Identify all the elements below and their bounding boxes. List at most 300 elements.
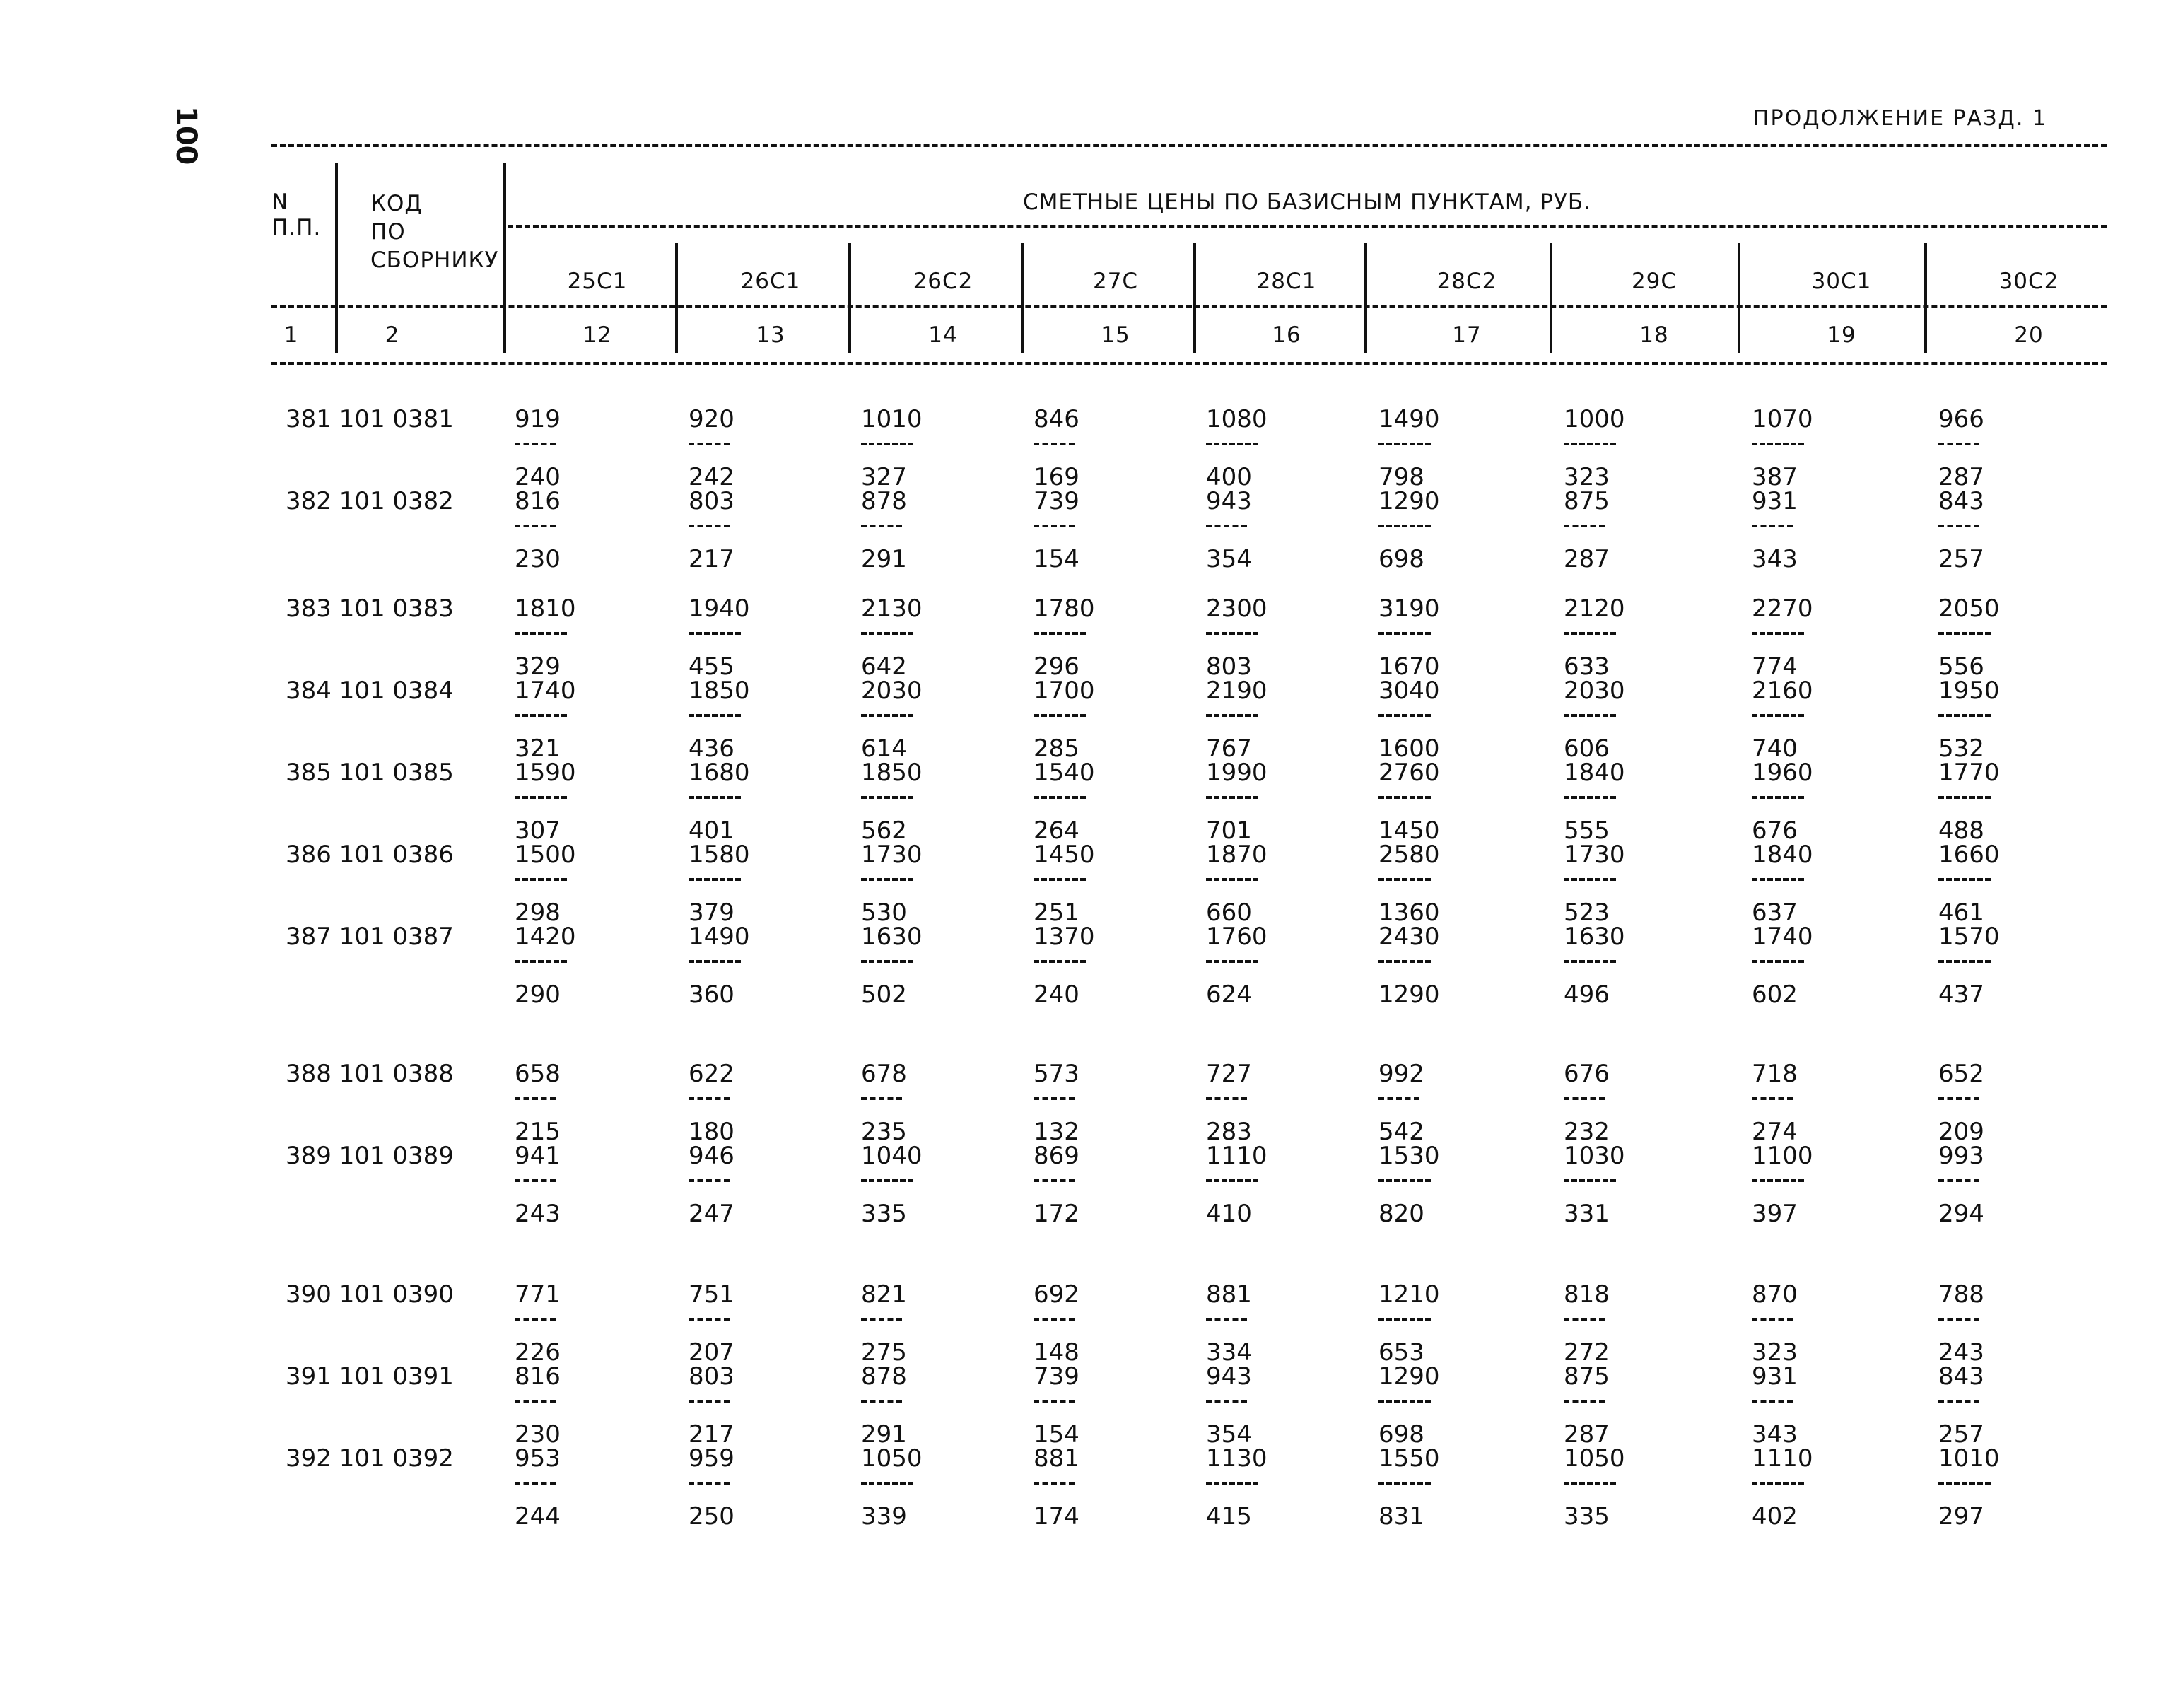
header-top-rule [271, 144, 2107, 147]
price-cell [1752, 406, 1813, 491]
price-denominator: 400 [1206, 463, 1252, 491]
fraction-line [689, 1400, 730, 1414]
price-cell [515, 841, 576, 926]
price-numerator: 1010 [861, 405, 923, 433]
price-cell [861, 841, 923, 926]
column-header: 26С2 [913, 269, 973, 294]
price-cell [515, 1281, 561, 1366]
fraction-line [1564, 632, 1616, 646]
price-numerator: 878 [861, 487, 907, 515]
price-numerator: 993 [1938, 1142, 1984, 1170]
fraction-line [1938, 878, 1991, 892]
header-divider [1738, 243, 1740, 353]
price-denominator: 602 [1752, 981, 1798, 1009]
price-numerator: 1950 [1938, 677, 2000, 705]
price-numerator: 1810 [515, 595, 576, 623]
price-cell [861, 595, 923, 680]
header-divider [1193, 243, 1196, 353]
price-denominator: 291 [861, 1420, 907, 1449]
price-cell [1206, 759, 1268, 844]
fraction-line [689, 878, 741, 892]
fraction-line [1938, 1318, 1979, 1332]
price-numerator: 1050 [1564, 1444, 1625, 1473]
fraction-line [1564, 714, 1616, 728]
fraction-line [515, 1482, 556, 1496]
price-denominator: 354 [1206, 545, 1252, 573]
row-label: 389 101 0389 [286, 1142, 454, 1170]
group-rule [508, 225, 2107, 228]
price-numerator: 1490 [689, 923, 750, 951]
price-denominator: 257 [1938, 1420, 1984, 1449]
fraction-line [515, 632, 567, 646]
fraction-line [1752, 714, 1804, 728]
price-numerator: 1740 [1752, 923, 1813, 951]
price-denominator: 327 [861, 463, 907, 491]
price-cell [1034, 406, 1079, 491]
price-numerator: 941 [515, 1142, 561, 1170]
fraction-line [1752, 1097, 1793, 1111]
price-cell [1206, 677, 1268, 762]
price-numerator: 1630 [1564, 923, 1625, 951]
column-number: 19 [1827, 322, 1856, 348]
fraction-line [515, 796, 567, 810]
price-cell [1206, 1363, 1252, 1448]
fraction-line [1564, 796, 1616, 810]
price-denominator: 250 [689, 1502, 734, 1531]
price-cell [1752, 1445, 1813, 1530]
price-numerator: 1040 [861, 1142, 923, 1170]
price-cell [1752, 759, 1813, 844]
price-denominator: 323 [1752, 1338, 1798, 1367]
fraction-line [1938, 632, 1991, 646]
fraction-line [1034, 1179, 1075, 1193]
price-numerator: 1680 [689, 759, 750, 787]
price-cell [861, 759, 923, 844]
price-numerator: 771 [515, 1280, 561, 1309]
fraction-line [1378, 632, 1431, 646]
price-cell [1938, 677, 2000, 762]
price-denominator: 637 [1752, 899, 1798, 927]
price-numerator: 2430 [1378, 923, 1440, 951]
continuation-label: ПРОДОЛЖЕНИЕ РАЗД. 1 [1752, 106, 2047, 131]
price-numerator: 1570 [1938, 923, 2000, 951]
fraction-line [1378, 960, 1431, 974]
fraction-line [1206, 443, 1258, 457]
price-cell [1206, 1445, 1268, 1530]
price-numerator: 1940 [689, 595, 750, 623]
fraction-line [1206, 796, 1258, 810]
price-denominator: 437 [1938, 981, 1984, 1009]
price-denominator: 294 [1938, 1200, 1984, 1228]
fraction-line [1034, 796, 1086, 810]
price-cell [1378, 677, 1440, 762]
fraction-line [689, 1097, 730, 1111]
fraction-line [1034, 714, 1086, 728]
header-divider [848, 243, 851, 353]
price-cell [689, 1060, 734, 1145]
price-denominator: 283 [1206, 1118, 1252, 1146]
price-denominator: 217 [689, 1420, 734, 1449]
fraction-line [1206, 1400, 1247, 1414]
column-number: 16 [1272, 322, 1301, 348]
price-cell [515, 677, 576, 762]
price-numerator: 1550 [1378, 1444, 1440, 1473]
price-denominator: 488 [1938, 817, 1984, 845]
price-numerator: 678 [861, 1060, 907, 1088]
price-denominator: 410 [1206, 1200, 1252, 1228]
price-denominator: 1290 [1378, 981, 1440, 1009]
fraction-line [1564, 443, 1616, 457]
fraction-line [1564, 1482, 1616, 1496]
price-numerator: 920 [689, 405, 734, 433]
price-cell [1938, 1281, 1984, 1366]
header-bottom-rule [271, 362, 2107, 365]
fraction-line [861, 878, 913, 892]
price-denominator: 243 [1938, 1338, 1984, 1367]
price-numerator: 881 [1206, 1280, 1252, 1309]
price-denominator: 215 [515, 1118, 561, 1146]
price-cell [1206, 1060, 1252, 1145]
price-cell [1206, 841, 1268, 926]
price-numerator: 2030 [1564, 677, 1625, 705]
price-cell [1938, 1363, 1984, 1448]
price-cell [1034, 1142, 1079, 1227]
fraction-line [861, 714, 913, 728]
price-denominator: 226 [515, 1338, 561, 1367]
price-numerator: 2120 [1564, 595, 1625, 623]
price-cell [1206, 1281, 1252, 1366]
price-cell [1564, 1363, 1610, 1448]
row-label: 382 101 0382 [286, 487, 454, 515]
price-denominator: 287 [1564, 545, 1610, 573]
price-numerator: 1290 [1378, 487, 1440, 515]
column-header: 26С1 [740, 269, 801, 294]
price-denominator: 379 [689, 899, 734, 927]
price-numerator: 1840 [1564, 759, 1625, 787]
price-cell [1378, 406, 1440, 491]
price-numerator: 1450 [1034, 841, 1095, 869]
fraction-line [1206, 960, 1258, 974]
fraction-line [689, 796, 741, 810]
price-denominator: 701 [1206, 817, 1252, 845]
price-denominator: 264 [1034, 817, 1079, 845]
column-number: 14 [928, 322, 958, 348]
price-numerator: 1290 [1378, 1362, 1440, 1391]
price-cell [1206, 488, 1252, 573]
price-denominator: 803 [1206, 653, 1252, 681]
header-divider [675, 243, 678, 353]
fraction-line [1034, 525, 1075, 539]
fraction-line [689, 1318, 730, 1332]
price-denominator: 298 [515, 899, 561, 927]
fraction-line [689, 525, 730, 539]
price-cell [1034, 677, 1095, 762]
fraction-line [1752, 796, 1804, 810]
price-numerator: 2160 [1752, 677, 1813, 705]
price-numerator: 1740 [515, 677, 576, 705]
fraction-line [861, 1482, 913, 1496]
price-cell [1034, 759, 1095, 844]
fraction-line [1206, 1179, 1258, 1193]
price-numerator: 816 [515, 1362, 561, 1391]
fraction-line [1752, 525, 1793, 539]
fraction-line [689, 632, 741, 646]
price-cell [1378, 841, 1440, 926]
price-numerator: 1780 [1034, 595, 1095, 623]
fraction-line [1378, 796, 1431, 810]
price-denominator: 496 [1564, 981, 1610, 1009]
price-numerator: 652 [1938, 1060, 1984, 1088]
price-numerator: 875 [1564, 1362, 1610, 1391]
price-cell [1034, 1445, 1079, 1530]
header-divider [335, 163, 338, 353]
header-divider [1021, 243, 1024, 353]
price-cell [689, 595, 750, 680]
price-cell [1034, 488, 1079, 573]
price-numerator: 1210 [1378, 1280, 1440, 1309]
fraction-line [1034, 1482, 1075, 1496]
price-cell [1938, 488, 1984, 573]
price-cell [1378, 1281, 1440, 1366]
price-numerator: 1070 [1752, 405, 1813, 433]
fraction-line [515, 525, 556, 539]
fraction-line [1938, 796, 1991, 810]
price-numerator: 1660 [1938, 841, 2000, 869]
price-denominator: 698 [1378, 545, 1424, 573]
fraction-line [861, 796, 913, 810]
price-denominator: 335 [861, 1200, 907, 1228]
fraction-line [1938, 1097, 1979, 1111]
price-cell [689, 1142, 734, 1227]
column-number: 18 [1639, 322, 1669, 348]
price-numerator: 1050 [861, 1444, 923, 1473]
price-cell [1378, 595, 1440, 680]
fraction-line [515, 1097, 556, 1111]
fraction-line [1378, 525, 1431, 539]
fraction-line [1378, 1482, 1431, 1496]
price-numerator: 1490 [1378, 405, 1440, 433]
price-cell [1564, 759, 1625, 844]
fraction-line [1564, 1400, 1605, 1414]
column-header: 30С1 [1811, 269, 1872, 294]
price-numerator: 739 [1034, 1362, 1079, 1391]
price-denominator: 1600 [1378, 735, 1440, 763]
price-numerator: 1730 [861, 841, 923, 869]
price-cell [689, 677, 750, 762]
price-denominator: 606 [1564, 735, 1610, 763]
price-numerator: 878 [861, 1362, 907, 1391]
price-numerator: 676 [1564, 1060, 1610, 1088]
price-cell [1752, 1060, 1798, 1145]
price-cell [1378, 923, 1440, 1008]
price-cell [689, 488, 734, 573]
price-cell [1752, 1142, 1813, 1227]
fraction-line [861, 1400, 902, 1414]
price-cell [1034, 1363, 1079, 1448]
price-cell [1378, 1060, 1424, 1145]
price-cell [1206, 595, 1268, 680]
price-numerator: 1770 [1938, 759, 2000, 787]
header-col-code-line3: СБОРНИКУ [370, 247, 499, 273]
price-denominator: 354 [1206, 1420, 1252, 1449]
fraction-line [1752, 960, 1804, 974]
price-denominator: 343 [1752, 1420, 1798, 1449]
column-number: 12 [583, 322, 612, 348]
price-numerator: 1990 [1206, 759, 1268, 787]
price-denominator: 1360 [1378, 899, 1440, 927]
price-denominator: 335 [1564, 1502, 1610, 1531]
fraction-line [515, 878, 567, 892]
row-label: 387 101 0387 [286, 923, 454, 951]
price-denominator: 274 [1752, 1118, 1798, 1146]
price-cell [1564, 595, 1625, 680]
price-cell [1206, 1142, 1268, 1227]
fraction-line [1034, 960, 1086, 974]
price-cell [1564, 923, 1625, 1008]
price-numerator: 1100 [1752, 1142, 1813, 1170]
price-numerator: 739 [1034, 487, 1079, 515]
price-cell [1938, 923, 2000, 1008]
price-cell [1938, 1445, 2000, 1530]
price-numerator: 943 [1206, 487, 1252, 515]
price-denominator: 339 [861, 1502, 907, 1531]
fraction-line [1752, 1318, 1793, 1332]
price-denominator: 530 [861, 899, 907, 927]
price-cell [689, 406, 734, 491]
price-denominator: 291 [861, 545, 907, 573]
fraction-line [1564, 1179, 1616, 1193]
price-denominator: 174 [1034, 1502, 1079, 1531]
fraction-line [515, 960, 567, 974]
price-denominator: 247 [689, 1200, 734, 1228]
fraction-line [1206, 878, 1258, 892]
price-denominator: 402 [1752, 1502, 1798, 1531]
fraction-line [1938, 1179, 1979, 1193]
price-cell [1564, 488, 1610, 573]
price-denominator: 767 [1206, 735, 1252, 763]
price-numerator: 622 [689, 1060, 734, 1088]
price-numerator: 2760 [1378, 759, 1440, 787]
price-numerator: 818 [1564, 1280, 1610, 1309]
fraction-line [689, 714, 741, 728]
price-denominator: 415 [1206, 1502, 1252, 1531]
price-cell [1564, 1445, 1625, 1530]
price-numerator: 1700 [1034, 677, 1095, 705]
header-divider [1924, 243, 1927, 353]
fraction-line [1378, 1097, 1419, 1111]
header-divider [1550, 243, 1552, 353]
price-cell [1564, 1060, 1610, 1145]
header-col-number-line1: N [271, 189, 289, 215]
price-numerator: 1870 [1206, 841, 1268, 869]
price-numerator: 1840 [1752, 841, 1813, 869]
price-numerator: 875 [1564, 487, 1610, 515]
price-numerator: 718 [1752, 1060, 1798, 1088]
fraction-line [1938, 443, 1979, 457]
price-numerator: 1850 [689, 677, 750, 705]
price-denominator: 556 [1938, 653, 1984, 681]
fraction-line [1752, 443, 1804, 457]
price-cell [515, 923, 576, 1008]
fraction-line [1564, 1318, 1605, 1332]
price-cell [515, 1445, 561, 1530]
price-denominator: 676 [1752, 817, 1798, 845]
fraction-line [1206, 632, 1258, 646]
price-denominator: 660 [1206, 899, 1252, 927]
price-numerator: 1370 [1034, 923, 1095, 951]
price-numerator: 2050 [1938, 595, 2000, 623]
price-denominator: 240 [1034, 981, 1079, 1009]
price-cell [1938, 595, 2000, 680]
fraction-line [1378, 1400, 1431, 1414]
price-cell [515, 595, 576, 680]
price-numerator: 1850 [861, 759, 923, 787]
fraction-line [1034, 1400, 1075, 1414]
fraction-line [1206, 1318, 1247, 1332]
price-cell [1378, 488, 1440, 573]
column-number: 20 [2014, 322, 2044, 348]
header-col-code-line2: ПО [370, 219, 406, 245]
price-denominator: 387 [1752, 463, 1798, 491]
price-cell [1564, 677, 1625, 762]
price-numerator: 1580 [689, 841, 750, 869]
column-header: 28С2 [1436, 269, 1497, 294]
price-numerator: 1030 [1564, 1142, 1625, 1170]
price-cell [515, 1363, 561, 1448]
price-numerator: 946 [689, 1142, 734, 1170]
price-numerator: 821 [861, 1280, 907, 1309]
price-numerator: 1760 [1206, 923, 1268, 951]
price-numerator: 658 [515, 1060, 561, 1088]
price-cell [1938, 841, 2000, 926]
price-cell [515, 1060, 561, 1145]
price-numerator: 1110 [1752, 1444, 1813, 1473]
price-numerator: 573 [1034, 1060, 1079, 1088]
price-denominator: 1670 [1378, 653, 1440, 681]
fraction-line [1752, 1179, 1804, 1193]
price-denominator: 207 [689, 1338, 734, 1367]
price-denominator: 154 [1034, 545, 1079, 573]
price-denominator: 642 [861, 653, 907, 681]
price-numerator: 816 [515, 487, 561, 515]
price-cell [861, 1363, 907, 1448]
price-denominator: 455 [689, 653, 734, 681]
price-cell [689, 759, 750, 844]
price-cell [861, 406, 923, 491]
fraction-line [515, 1318, 556, 1332]
fraction-line [1206, 525, 1247, 539]
fraction-line [1378, 878, 1431, 892]
price-denominator: 180 [689, 1118, 734, 1146]
price-denominator: 148 [1034, 1338, 1079, 1367]
price-cell [861, 923, 923, 1008]
fraction-line [1564, 1097, 1605, 1111]
price-denominator: 798 [1378, 463, 1424, 491]
price-denominator: 461 [1938, 899, 1984, 927]
price-numerator: 2130 [861, 595, 923, 623]
header-col-code [370, 189, 498, 274]
fraction-line [1752, 1482, 1804, 1496]
price-cell [515, 759, 576, 844]
column-header: 28С1 [1256, 269, 1317, 294]
price-numerator: 803 [689, 487, 734, 515]
price-denominator: 290 [515, 981, 561, 1009]
column-header: 30С2 [1998, 269, 2059, 294]
price-cell [515, 488, 561, 573]
fraction-line [1564, 960, 1616, 974]
row-label: 391 101 0391 [286, 1362, 454, 1391]
price-cell [1378, 759, 1440, 844]
